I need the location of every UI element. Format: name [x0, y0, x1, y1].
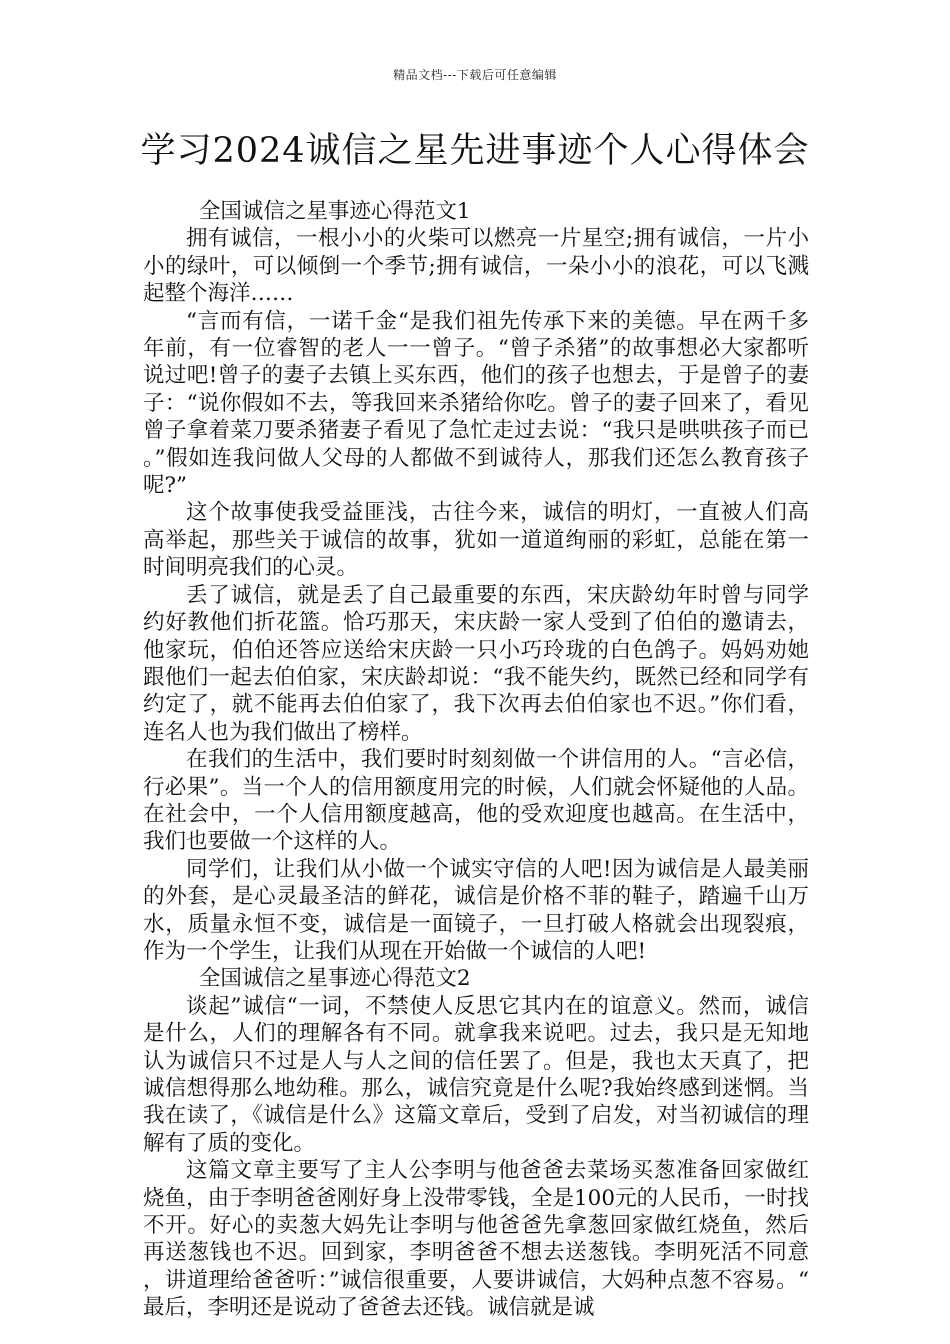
body-paragraph: 拥有诚信，一根小小的火柴可以燃亮一片星空;拥有诚信，一片小小的绿叶，可以倾倒一个季节;拥有诚信，一朵小小的浪花，可以飞溅起整个海洋…… [143, 226, 809, 307]
header-note: 精品文档---下载后可任意编辑 [393, 68, 557, 82]
section-heading-2: 全国诚信之星事迹心得范文2 [198, 966, 471, 992]
body-paragraph: 在我们的生活中，我们要时时刻刻做一个讲信用的人。“言必信，行必果”。当一个人的信用额度用完的时候，人们就会怀疑他的人品。在社会中，一个人信用额度越高，他的受欢迎度也越高。在生活中，我们也要做一个这样的人。 [143, 747, 809, 855]
body-paragraph: “言而有信，一诺千金“是我们祖先传承下来的美德。早在两千多年前，有一位睿智的老人一一曾子。“曾子杀猪”的故事想必大家都听说过吧!曾子的妻子去镇上买东西，他们的孩子也想去，于是曾子的妻子：“说你假如不去，等我回来杀猪给你吃。曾子的妻子回来了，看见曾子拿着菜刀要杀猪妻子看见了急忙走过去说：“我只是哄哄孩子而已。”假如连我问做人父母的人都做不到诚待人，那我们还怎么教育孩子呢?” [143, 308, 809, 499]
body-paragraph: 谈起”诚信“一词，不禁使人反思它其内在的谊意义。然而，诚信是什么，人们的理解各有不同。就拿我来说吧。过去，我只是无知地认为诚信只不过是人与人之间的信任罢了。但是，我也太天真了，把诚信想得那么地幼稚。那么，诚信究竟是什么呢?我始终感到迷惘。当我在读了，《诚信是什么》这篇文章后，受到了启发，对当初诚信的理解有了质的变化。 [143, 993, 809, 1156]
document-title: 学习2024诚信之星先进事迹个人心得体会 [140, 131, 810, 171]
document-body [143, 198, 809, 1322]
body-paragraph: 这篇文章主要写了主人公李明与他爸爸去菜场买葱准备回家做红烧鱼，由于李明爸爸刚好身上没带零钱，全是100元的人民币，一时找不开。好心的卖葱大妈先让李明与他爸爸先拿葱回家做红烧鱼，然后再送葱钱也不迟。回到家，李明爸爸不想去送葱钱。李明死活不同意，讲道理给爸爸听：”诚信很重要，人要讲诚信，大妈种点葱不容易。“最后，李明还是说动了爸爸去还钱。诚信就是诚 [143, 1158, 809, 1321]
section-heading-1: 全国诚信之星事迹心得范文1 [198, 199, 471, 224]
body-paragraph: 同学们，让我们从小做一个诚实守信的人吧!因为诚信是人最美丽的外套，是心灵最圣洁的鲜花，诚信是价格不菲的鞋子，踏遍千山万水，质量永恒不变，诚信是一面镜子，一旦打破人格就会出现裂痕，作为一个学生，让我们从现在开始做一个诚信的人吧! [143, 856, 809, 964]
body-paragraph: 丢了诚信，就是丢了自己最重要的东西，宋庆龄幼年时曾与同学约好教他们折花篮。恰巧那天，宋庆龄一家人受到了伯伯的邀请去，他家玩，伯伯还答应送给宋庆龄一只小巧玲珑的白色鸽子。妈妈劝她跟他们一起去伯伯家，宋庆龄却说：“我不能失约，既然已经和同学有约定了，就不能再去伯伯家了，我下次再去伯伯家也不迟。”你们看，连名人也为我们做出了榜样。 [143, 582, 809, 745]
body-paragraph: 这个故事使我受益匪浅，古往今来，诚信的明灯，一直被人们高高举起，那些关于诚信的故事，犹如一道道绚丽的彩虹，总能在第一时间明亮我们的心灵。 [143, 500, 809, 581]
